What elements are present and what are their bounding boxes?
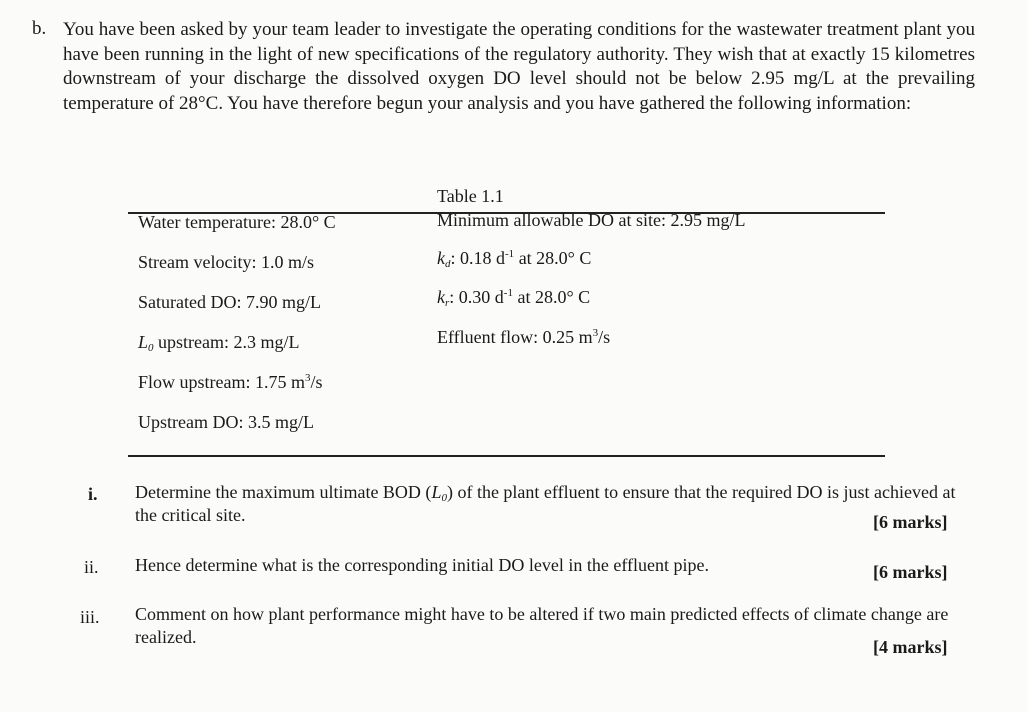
stream-velocity: Stream velocity: 1.0 m/s [138,252,314,272]
part-ii-text: Hence determine what is the corresponding initial DO level in the effluent pipe. [135,555,709,575]
question-label: b. [32,18,47,39]
saturated-do: Saturated DO: 7.90 mg/L [138,292,321,312]
part-iii-marks: [4 marks] [873,637,948,657]
part-iii-number: iii. [80,607,100,627]
table-caption: Table 1.1 [437,186,504,206]
question-intro: You have been asked by your team leader to investigate the operating conditions for the wastewater treatment plant you have been running in the light of new specifications of the regulatory authority. They wish that at exactly 15 kilometres downstream of your discharge the dissolved oxygen DO level should not be below 2.95 mg/L at the prevailing temperature of 28°C. You have therefore begun your analysis and you have gathered the following information: [63,19,975,114]
part-ii-number: ii. [84,557,99,577]
part-i-marks: [6 marks] [873,512,948,532]
flow-upstream: Flow upstream: 1.75 $m^3/s$ [138,372,323,392]
table-bottom-rule [128,455,885,457]
part-i-text: Determine the maximum ultimate BOD $(L_0)$ of the plant effluent to ensure that the required DO is just achieved at the critical site. [135,482,956,525]
l0-upstream: $L_0$ upstream: 2.3 mg/L [138,332,300,354]
upstream-do: Upstream DO: 3.5 mg/L [138,412,314,432]
water-temperature: Water temperature: 28.0° C [138,212,336,232]
minimum-allowable-do: Minimum allowable DO at site: 2.95 mg/L [437,210,746,230]
part-i-number: i. [88,484,98,504]
part-iii-text: Comment on how plant performance might have to be altered if two main predicted effects of climate change are realized. [135,604,949,647]
part-ii-marks: [6 marks] [873,562,948,582]
kr-value: $k_r$: 0.30 $d^{-1}$ at 28.0° C [437,287,591,309]
effluent-flow: Effluent flow: 0.25 $m^3/s$ [437,327,611,347]
kd-value: $k_d$: 0.18 $d^{-1}$ at 28.0° C [437,248,592,270]
